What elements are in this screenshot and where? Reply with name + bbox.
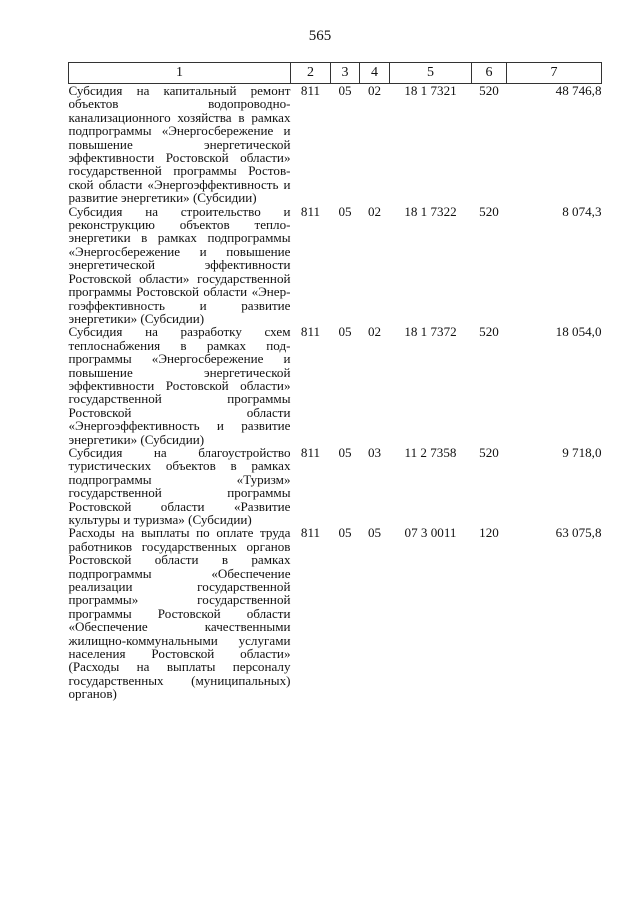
ministry-code: 811 bbox=[300, 444, 321, 460]
amount: 48 746,8 bbox=[555, 83, 602, 98]
target-article-code: 18 1 7321 bbox=[404, 83, 457, 98]
column-header: 7 bbox=[507, 63, 602, 84]
amount: 18 054,0 bbox=[555, 324, 602, 340]
amount: 9 718,0 bbox=[562, 444, 602, 460]
subsection-code: 02 bbox=[367, 83, 382, 98]
expense-type-code: 120 bbox=[479, 525, 499, 541]
table-row bbox=[69, 526, 602, 700]
table-header-row bbox=[69, 63, 602, 84]
amount: 8 074,3 bbox=[562, 203, 602, 219]
section-code: 05 bbox=[338, 83, 352, 98]
subsection-code: 03 bbox=[367, 444, 382, 460]
expense-type-code: 520 bbox=[479, 203, 499, 219]
table-row bbox=[69, 446, 602, 526]
section-code: 05 bbox=[338, 525, 352, 541]
row-description: Субсидия на капитальный ремонт объектов водопроводно-канализационного хозяйства в рамках подпрограммы «Энергосбережение и повышение энергетической эффективности Ростовской области» государственной программы Ростовской области «Энергоэффективность и развитие энергетики» (Субсидии) bbox=[68, 83, 291, 206]
subsection-code: 05 bbox=[367, 525, 382, 541]
target-article-code: 07 3 0011 bbox=[404, 525, 457, 541]
target-article-code: 11 2 7358 bbox=[404, 444, 457, 460]
table-row bbox=[69, 325, 602, 446]
row-description: Расходы на выплаты по оплате труда работников государственных органов Ростовской области в рамках подпрограммы «Обеспечение реализации государственной программы» государственной программы Ростовской области «Обеспечение качественными жилищно-коммунальными услугами населения Ростовской области» (Расходы на выплаты персоналу государственных (муниципальных) органов) bbox=[68, 525, 291, 702]
column-header: 5 bbox=[390, 63, 472, 84]
row-description: Субсидия на разработку схем теплоснабжения в рамках подпрограммы «Энергосбережение и повышение энергетической эффективности Ростовской области» государственной программы Ростовской области «Энергоэффективность и развитие энергетики» (Субсидии) bbox=[68, 324, 291, 447]
column-header: 1 bbox=[69, 63, 291, 84]
column-header: 2 bbox=[291, 63, 331, 84]
section-code: 05 bbox=[338, 203, 352, 219]
table-row bbox=[69, 205, 602, 326]
column-header: 3 bbox=[331, 63, 360, 84]
target-article-code: 18 1 7322 bbox=[404, 203, 457, 219]
expense-type-code: 520 bbox=[479, 444, 499, 460]
ministry-code: 811 bbox=[300, 324, 321, 340]
budget-table bbox=[68, 62, 602, 701]
row-description: Субсидия на благоустройство туристических объектов в рамках подпрограммы «Туризм» государственной программы Ростовской области «Развитие культуры и туризма» (Субсидии) bbox=[68, 444, 291, 527]
page-number: 565 bbox=[308, 28, 332, 44]
target-article-code: 18 1 7372 bbox=[404, 324, 457, 340]
expense-type-code: 520 bbox=[479, 83, 499, 98]
column-header: 6 bbox=[472, 63, 507, 84]
section-code: 05 bbox=[338, 324, 352, 340]
ministry-code: 811 bbox=[300, 525, 321, 541]
amount: 63 075,8 bbox=[555, 525, 602, 541]
ministry-code: 811 bbox=[300, 83, 321, 98]
expense-type-code: 520 bbox=[479, 324, 499, 340]
section-code: 05 bbox=[338, 444, 352, 460]
subsection-code: 02 bbox=[367, 203, 382, 219]
row-description: Субсидия на строительство и реконструкцию объектов теплоэнергетики в рамках подпрограммы «Энергосбережение и повышение энергетической эффективности Ростовской области» государственной программы Ростовской области «Энергоэффективность и развитие энергетики» (Субсидии) bbox=[68, 203, 291, 326]
ministry-code: 811 bbox=[300, 203, 321, 219]
subsection-code: 02 bbox=[367, 324, 382, 340]
column-header: 4 bbox=[360, 63, 390, 84]
table-row bbox=[69, 84, 602, 205]
